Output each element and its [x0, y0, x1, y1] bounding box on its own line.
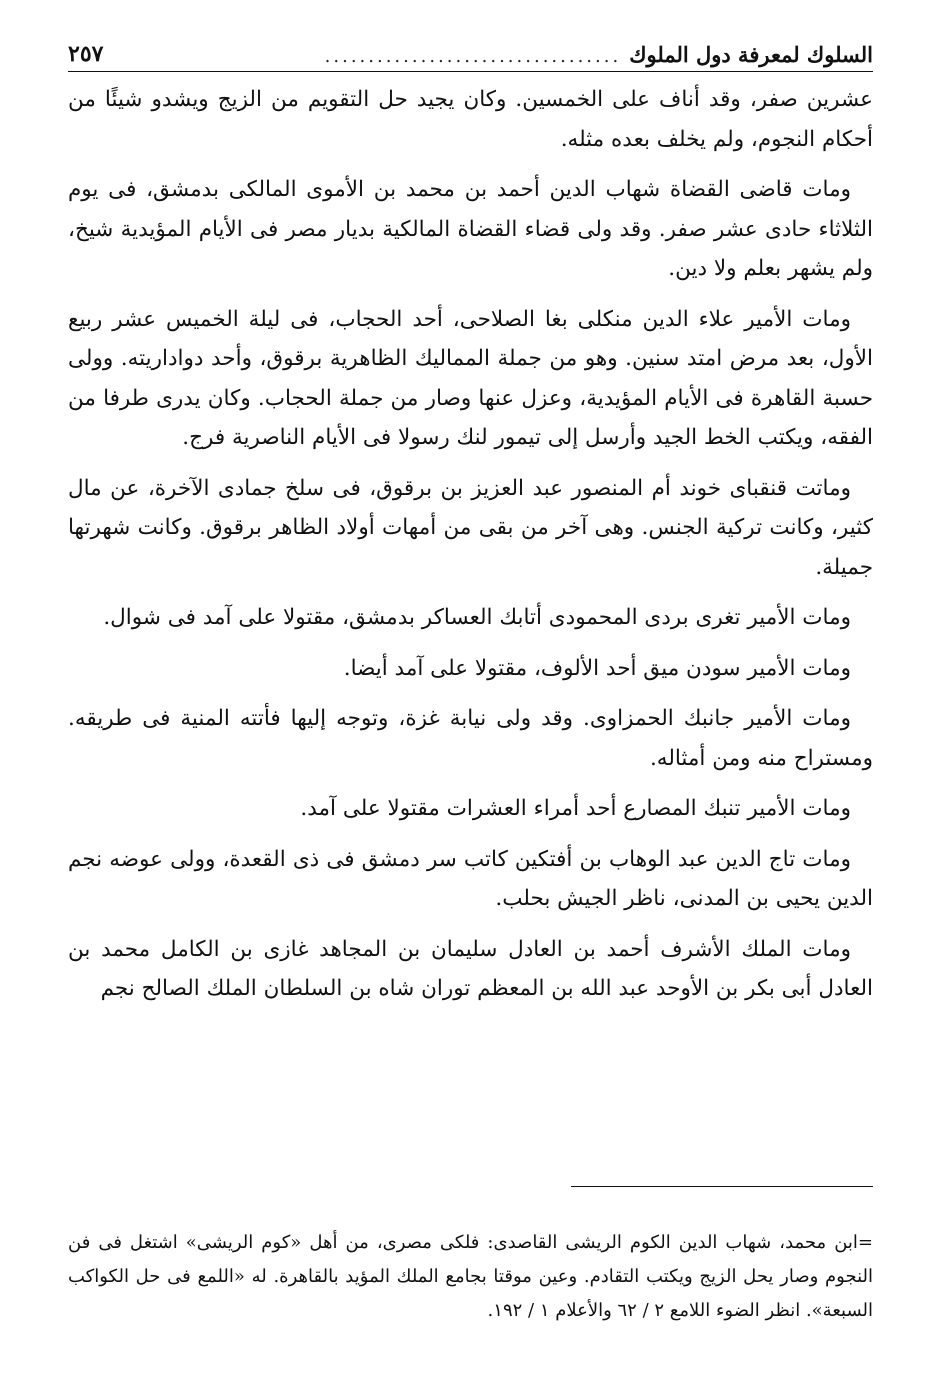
paragraph: ومات الأمير سودن ميق أحد الألوف، مقتولا على آمد أيضا.: [343, 655, 851, 681]
paragraph: ومات الملك الأشرف أحمد بن العادل سليمان بن المجاهد غازى بن الكامل محمد بن العادل أبى بكر بن الأوحد عبد الله بن المعظم توران شاه بن السلطان الملك الصالح نجم: [68, 936, 873, 1001]
paragraph: ومات تاج الدين عبد الوهاب بن أفتكين كاتب سر دمشق فى ذى القعدة، وولى عوضه نجم الدين يحيى بن المدنى، ناظر الجيش بحلب.: [68, 846, 873, 911]
running-title: السلوك لمعرفة دول الملوك: [629, 42, 873, 67]
paragraph: ومات الأمير جانبك الحمزاوى. وقد ولى نيابة غزة، وتوجه إليها فأتته المنية فى طريقه. ومستراح منه ومن أمثاله.: [68, 706, 873, 771]
paragraph-continued: عشرين صفر، وقد أناف على الخمسين. وكان يجيد حل التقويم من الزيج ويشدو شيئًا من أحكام النجوم، ولم يخلف بعده مثله.: [68, 87, 873, 152]
page-number: ٢٥٧: [68, 41, 104, 67]
paragraph: ومات الأمير تنبك المصارع أحد أمراء العشرات مقتولا على آمد.: [300, 796, 851, 821]
page-header: [68, 32, 873, 72]
paragraph: وماتت قنقباى خوند أم المنصور عبد العزيز بن برقوق، فى سلخ جمادى الآخرة، عن مال كثير، وكانت تركية الجنس. وهى آخر من بقى من أمهات أولاد الظاهر برقوق. وكانت شهرتها جميلة.: [68, 475, 873, 580]
main-text: [68, 80, 873, 1020]
header-dot-leader: ..................................: [324, 46, 622, 67]
paragraph: ومات الأمير علاء الدين منكلى بغا الصلاحى، أحد الحجاب، فى ليلة الخميس عشر ربيع الأول، بعد مرض امتد سنين. وهو من جملة المماليك الظاهرية برقوق، وأحد دواداريته. وولى حسبة القاهرة فى الأيام المؤيدية، وعزل عنها وصار من جملة الحجاب. وكان يدرى طرفا من الفقه، ويكتب الخط الجيد وأرسل إلى تيمور لنك رسولا فى الأيام الناصرية فرج.: [68, 306, 873, 450]
footnote-separator: [571, 1186, 873, 1187]
paragraph: ومات قاضى القضاة شهاب الدين أحمد بن محمد بن الأموى المالكى بدمشق، فى يوم الثلاثاء حادى عشر صفر. وقد ولى قضاء القضاة المالكية بديار مصر فى الأيام المؤيدية شيخ، ولم يشهر بعلم ولا دين.: [68, 177, 873, 281]
paragraph: ومات الأمير تغرى بردى المحمودى أتابك العساكر بدمشق، مقتولا على آمد فى شوال.: [103, 605, 851, 630]
footnote: =ابن محمد، شهاب الدين الكوم الريشى القاصدى: فلكى مصرى، من أهل «كوم الريشى» اشتغل فى فن النجوم وصار يحل الزيج ويكتب التقادم. وعين موقتا بجامع الملك المؤيد بالقاهرة. له «اللمع فى حل الكواكب السبعة». انظر الضوء اللامع ٢ / ٦٢ والأعلام ١ / ١٩٢.: [68, 1232, 873, 1321]
